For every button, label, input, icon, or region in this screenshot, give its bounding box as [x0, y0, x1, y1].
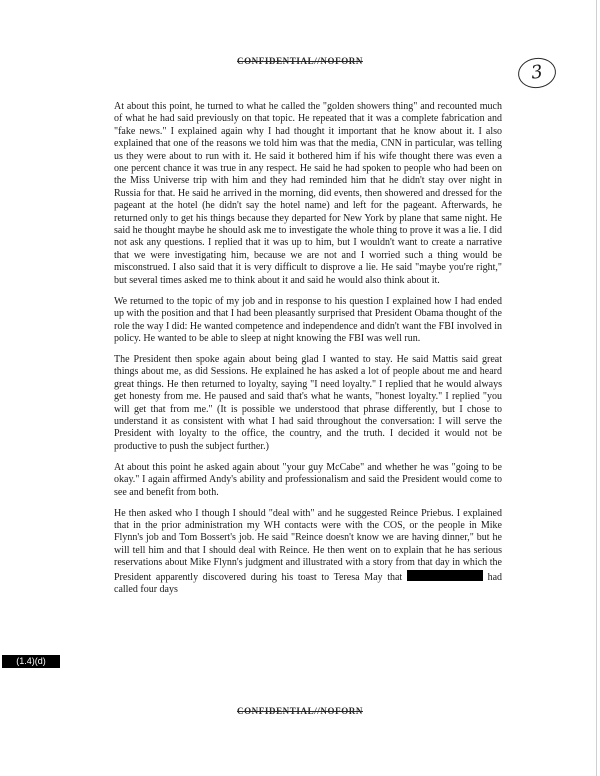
handwritten-page-number: 3: [516, 56, 558, 91]
footer-classification-marking: CONFIDENTIAL//NOFORN: [236, 706, 363, 716]
paragraph-text-after-redaction: had called four days: [114, 571, 503, 595]
page-edge: [596, 0, 597, 776]
paragraph-mccabe: At about this point he asked again about "your guy McCabe" and whether he was "going to be okay." I again affirmed Andy's ability and professionalism and said the President would come to see and benefit from both.: [114, 461, 502, 498]
memo-body: [114, 101, 502, 605]
paragraph-job-position: We returned to the topic of my job and in response to his question I explained how I had ended up with the position and that I had been pleasantly surprised that President Obama thought of the role the way I did: He wanted competence and independence and didn't want the FBI involved in policy. He wanted to be able to sleep at night knowing the FBI was well run.: [114, 295, 502, 344]
redaction-block: [407, 570, 483, 581]
header-classification-marking: CONFIDENTIAL//NOFORN: [236, 56, 363, 66]
foia-exemption-label: (1.4)(d): [2, 655, 60, 668]
paragraph-reince-priebus: [114, 508, 502, 597]
paragraph-loyalty: The President then spoke again about being glad I wanted to stay. He said Mattis said great things about me, as did Sessions. He explained he has asked a lot of people about me and heard great things. He then returned to loyalty, saying "I need loyalty." I replied that he would always get honesty from me. He paused and said that's what he wants, "honest loyalty." I replied "you will get that from me." (It is possible we understood that phrase differently, but I chose to understand it as consistent with what I had said throughout the conversation: I will serve the President with loyalty to the office, the country, and the truth. I decided it would not be productive to push the subject further.): [114, 353, 502, 452]
paragraph-golden-showers: At about this point, he turned to what he called the "golden showers thing" and recounted much of what he had said previously on that topic. He repeated that it was a complete fabrication and "fake news." I explained again why I had thought it important that he know about it. I also explained that one of the reasons we told him was that the media, CNN in particular, was telling us they were about to run with it. He said it bothered him if his wife thought there was even a one percent chance it was true in any respect. He said he had spoken to people who had been on the Miss Universe trip with him and they had reminded him that he didn't stay over night in Russia for that. He said he arrived in the morning, did events, then showered and dressed for the pageant at the hotel (he didn't say the hotel name) and left for the pageant. Afterwards, he returned only to get his things because they departed for New York by plane that same night. He said he thought maybe he should ask me to investigate the whole thing to prove it was a lie. I did not ask any questions. I replied that it was up to him, but I wouldn't want to create a narrative that we were investigating him, because we are not and I worried such a thing would be misconstrued. I also said that it is very difficult to disprove a lie. He said "maybe you're right," but several times asked me to think about it and said he would also think about it.: [114, 101, 502, 286]
paragraph-text-before-redaction: He then asked who I though I should "deal with" and he suggested Reince Priebus. I explained that in the prior administration my WH contacts were with the COS, or the people in Mike Flynn's job and Tom Bossert's job. He said "Reince doesn't know we are having dinner," but he will tell him and that I should deal with Reince. He then went on to explain that he has serious reservations about Mike Flynn's judgment and illustrated with a story from that day in which the President apparently discovered during his toast to Teresa May that: [114, 507, 502, 583]
